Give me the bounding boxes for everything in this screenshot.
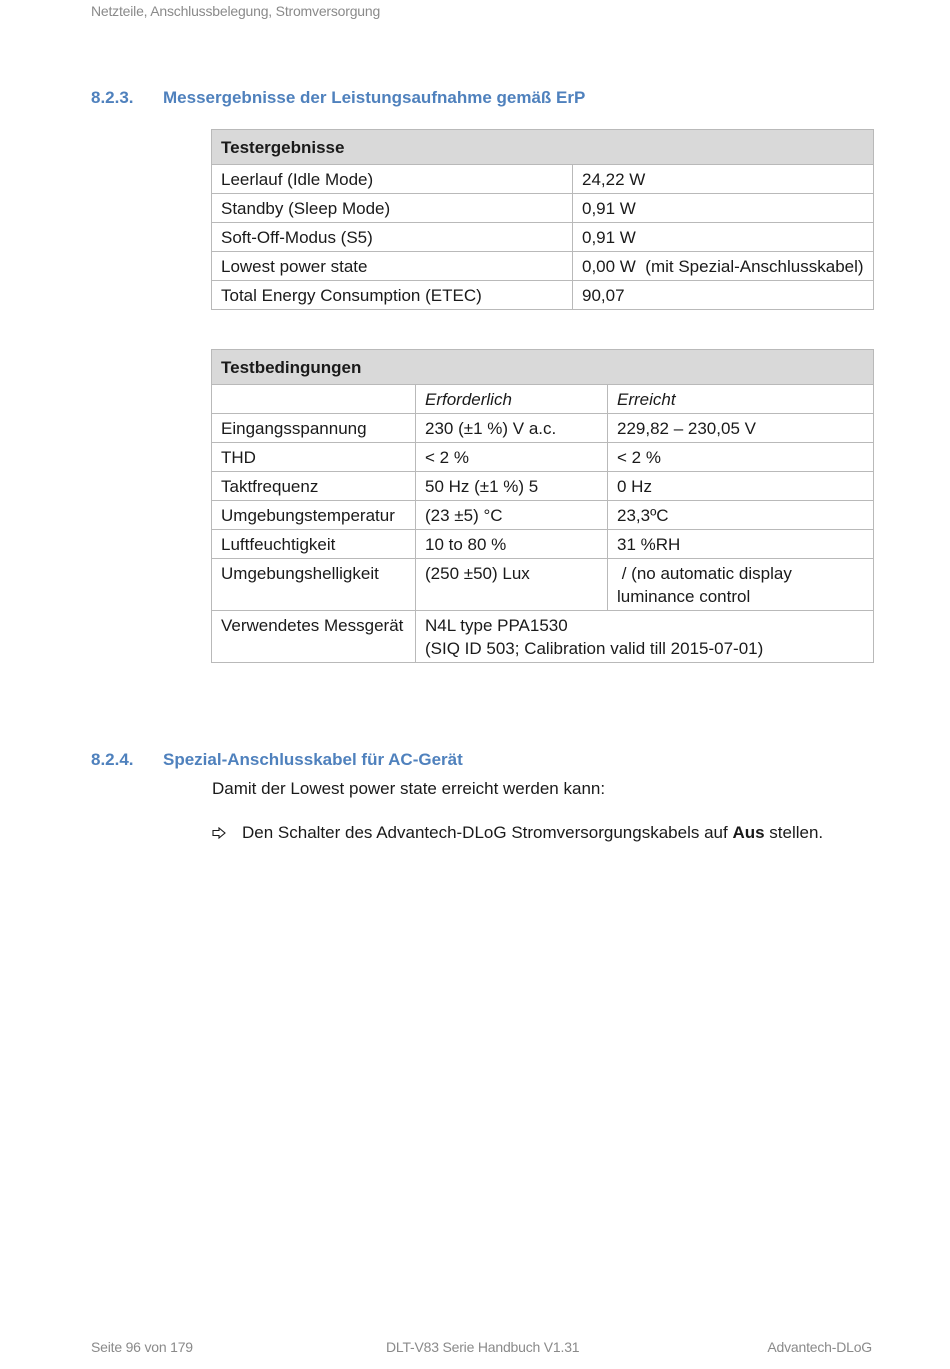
intro-paragraph: Damit der Lowest power state erreicht werden kann: <box>212 779 606 798</box>
column-header-required: Erforderlich <box>416 385 608 414</box>
footer-company: Advantech-DLoG <box>767 1339 872 1355</box>
result-label: Lowest power state <box>212 252 573 281</box>
measurement-device-line: (SIQ ID 503; Calibration valid till 2015-07-01) <box>425 639 764 658</box>
table-row <box>212 472 874 501</box>
condition-achieved: < 2 % <box>608 443 874 472</box>
result-value: 0,00 W (mit Spezial-Anschlusskabel) <box>573 252 874 281</box>
measurement-device-cell <box>416 611 874 663</box>
condition-required: < 2 % <box>416 443 608 472</box>
table-row <box>212 223 874 252</box>
table-row <box>212 165 874 194</box>
condition-label: Eingangsspannung <box>212 414 416 443</box>
column-header-achieved: Erreicht <box>608 385 874 414</box>
condition-label: Luftfeuchtigkeit <box>212 530 416 559</box>
condition-achieved: 229,82 – 230,05 V <box>608 414 874 443</box>
result-label: Total Energy Consumption (ETEC) <box>212 281 573 310</box>
section-heading-8-2-3 <box>91 88 585 108</box>
result-value: 24,22 W <box>573 165 874 194</box>
condition-required: (250 ±50) Lux <box>416 559 608 611</box>
table-row <box>212 194 874 223</box>
bullet-item <box>212 823 823 843</box>
results-table <box>211 129 874 310</box>
condition-achieved: 0 Hz <box>608 472 874 501</box>
empty-header-cell <box>212 385 416 414</box>
condition-required: 50 Hz (±1 %) 5 <box>416 472 608 501</box>
result-label: Soft-Off-Modus (S5) <box>212 223 573 252</box>
conditions-table <box>211 349 874 663</box>
table-row <box>212 252 874 281</box>
section-title: Spezial-Anschlusskabel für AC-Gerät <box>163 750 463 769</box>
section-title: Messergebnisse der Leistungsaufnahme gemäß ErP <box>163 88 586 107</box>
result-value: 0,91 W <box>573 194 874 223</box>
condition-label: Verwendetes Messgerät <box>212 611 416 663</box>
result-label: Standby (Sleep Mode) <box>212 194 573 223</box>
bullet-text: Den Schalter des Advantech-DLoG Stromversorgungskabels auf Aus stellen. <box>242 823 824 842</box>
table-header-row <box>212 130 874 165</box>
measurement-device-line: N4L type PPA1530 <box>425 616 568 635</box>
condition-required: (23 ±5) °C <box>416 501 608 530</box>
table-row <box>212 501 874 530</box>
table-row <box>212 414 874 443</box>
column-header-row <box>212 385 874 414</box>
table-row <box>212 611 874 663</box>
condition-achieved: 31 %RH <box>608 530 874 559</box>
condition-required: 10 to 80 % <box>416 530 608 559</box>
table-row <box>212 281 874 310</box>
running-header: Netzteile, Anschlussbelegung, Stromversorgung <box>91 3 381 19</box>
hollow-arrow-right-icon <box>212 827 242 839</box>
table-row <box>212 443 874 472</box>
result-value: 90,07 <box>573 281 874 310</box>
condition-label: THD <box>212 443 416 472</box>
condition-label: Taktfrequenz <box>212 472 416 501</box>
bullet-bold-word: Aus <box>732 823 765 842</box>
table-row <box>212 530 874 559</box>
footer-manual-title: DLT-V83 Serie Handbuch V1.31 <box>386 1339 580 1355</box>
condition-label: Umgebungshelligkeit <box>212 559 416 611</box>
result-label: Leerlauf (Idle Mode) <box>212 165 573 194</box>
section-number: 8.2.4. <box>91 750 134 769</box>
conditions-table-title: Testbedingungen <box>212 350 874 385</box>
condition-achieved: 23,3ºC <box>608 501 874 530</box>
result-value: 0,91 W <box>573 223 874 252</box>
condition-achieved: / (no automatic display luminance control <box>608 559 874 611</box>
table-row <box>212 559 874 611</box>
results-table-title: Testergebnisse <box>212 130 874 165</box>
condition-required: 230 (±1 %) V a.c. <box>416 414 608 443</box>
section-heading-8-2-4 <box>91 750 463 770</box>
footer-page-number: Seite 96 von 179 <box>91 1339 193 1355</box>
condition-label: Umgebungstemperatur <box>212 501 416 530</box>
table-header-row <box>212 350 874 385</box>
section-number: 8.2.3. <box>91 88 134 107</box>
